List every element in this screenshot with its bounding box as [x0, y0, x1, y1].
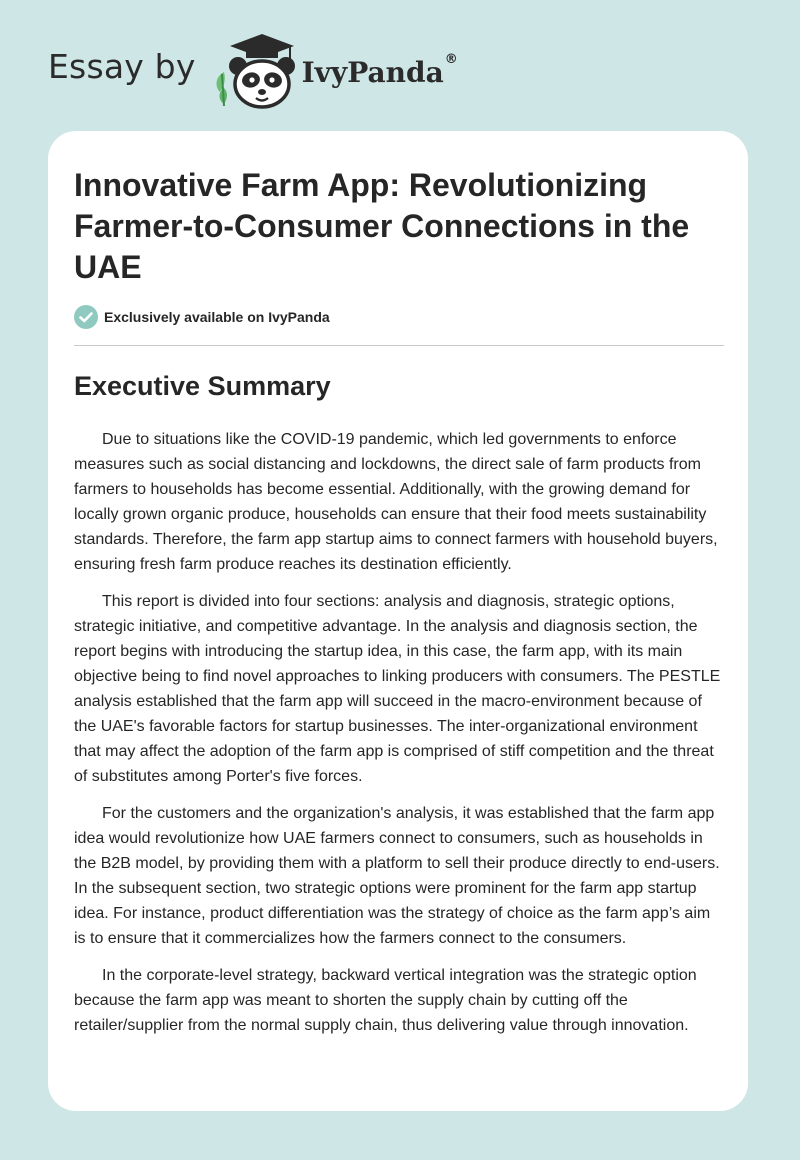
- exclusive-badge: [74, 305, 330, 329]
- paragraph: This report is divided into four sections: analysis and diagnosis, strategic options, strategic initiative, and competitive advantage. In the analysis and diagnosis section, the report begins with introducing the startup idea, in this case, the farm app, with its main objective being to find novel approaches to linking producers with consumers. The PESTLE analysis established that the farm app will succeed in the macro-environment because of the UAE's favorable factors for startup businesses. The inter-organizational environment that may affect the adoption of the farm app is comprised of stiff competition and the threat of substitutes among Porter's five forces.: [74, 593, 721, 785]
- brand-name-text: IvyPanda: [301, 55, 444, 89]
- essay-title: Innovative Farm App: Revolutionizing Farmer-to-Consumer Connections in the UAE: [74, 167, 690, 285]
- section-heading: Executive Summary: [74, 371, 331, 401]
- trademark-symbol: ®: [444, 51, 458, 67]
- paragraph: For the customers and the organization's analysis, it was established that the farm app idea would revolutionize how UAE farmers connect to consumers, such as households in the B2B model, by providing them with a platform to sell their produce directly to end-users. In the subsequent section, two strategic options were prominent for the farm app startup idea. For instance, product differentiation was the strategy of choice as the farm app’s aim is to ensure that it commercializes how the farmers connect to the consumers.: [74, 805, 720, 947]
- essay-by-label: Essay by: [48, 46, 196, 86]
- check-circle-icon: [74, 305, 98, 329]
- site-header: [48, 30, 458, 110]
- badge-label: Exclusively available on IvyPanda: [104, 309, 330, 325]
- brand-name[interactable]: [301, 51, 458, 89]
- paragraph: In the corporate-level strategy, backward vertical integration was the strategic option because the farm app was meant to shorten the supply chain by cutting off the retailer/supplier from the normal supply chain, thus delivering value through innovation.: [74, 967, 697, 1034]
- paragraph: Due to situations like the COVID-19 pandemic, which led governments to enforce measures such as social distancing and lockdowns, the direct sale of farm products from farmers to households has become essential. Additionally, with the growing demand for locally grown organic produce, households can ensure that their food meets sustainability standards. Therefore, the farm app startup aims to connect farmers with household buyers, ensuring fresh farm produce reaches its destination efficiently.: [74, 431, 718, 573]
- essay-card: [48, 131, 748, 1111]
- essay-body: [74, 427, 726, 1050]
- divider: [74, 345, 724, 346]
- panda-graduate-icon[interactable]: [210, 30, 300, 110]
